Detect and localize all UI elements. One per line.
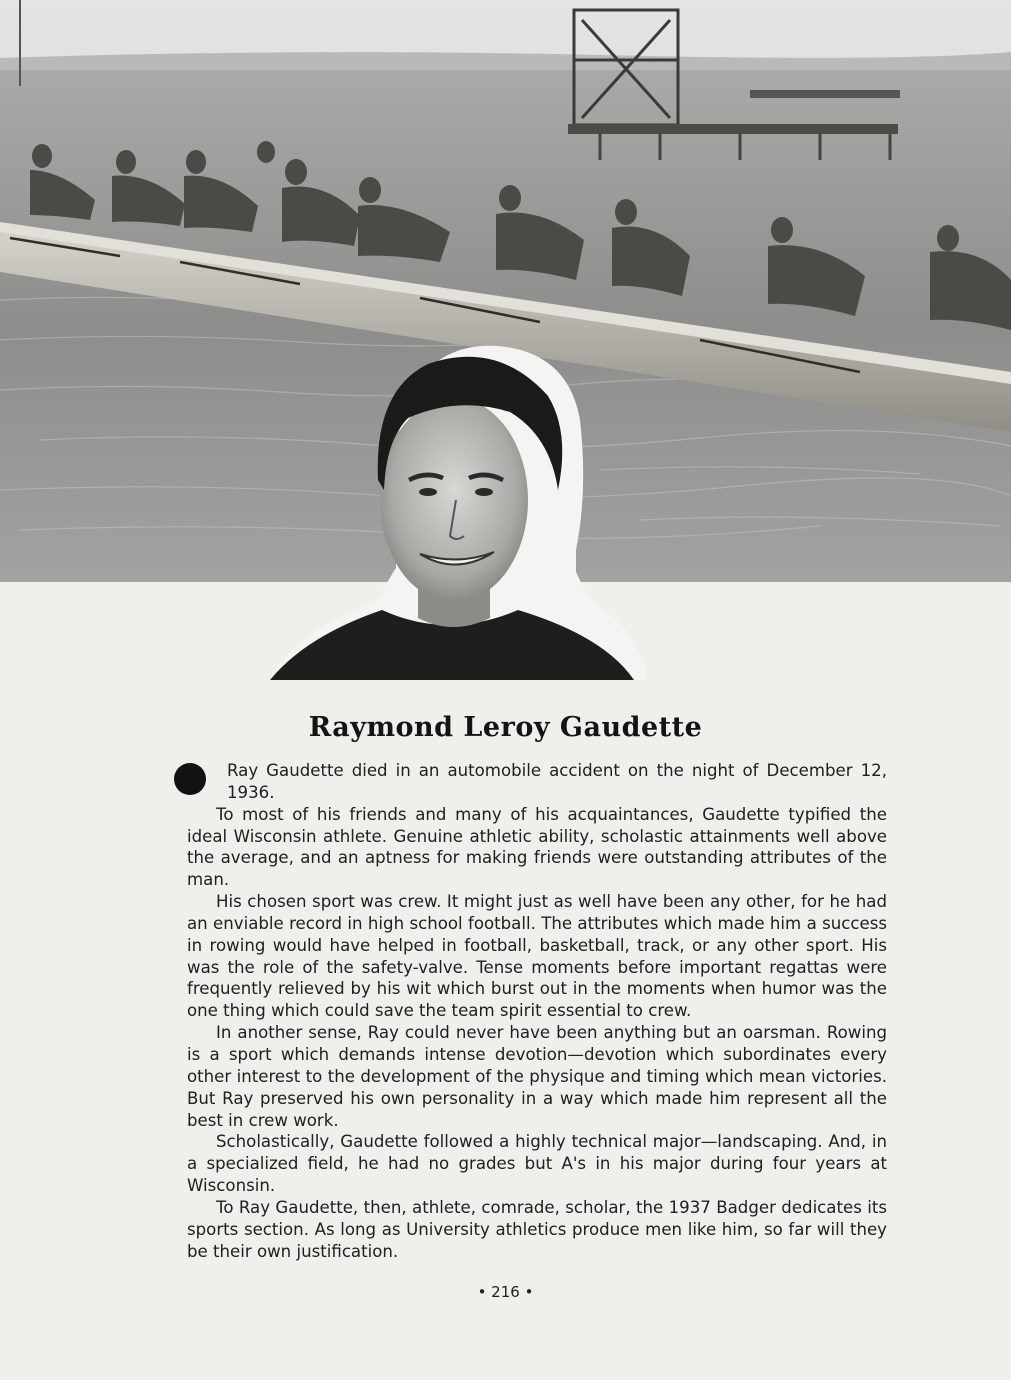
paragraph: Scholastically, Gaudette followed a highly technical major—landscaping. And, in a specialized field, he had no grades but A's in his major during four years at Wisconsin. (187, 1132, 887, 1196)
paragraph: To most of his friends and many of his acquaintances, Gaudette typified the ideal Wisconsin athlete. Genuine athletic ability, scholastic attainments well above the average, and an aptness for making friends were outstanding attributes of the man. (187, 804, 887, 890)
portrait-photo (258, 340, 648, 680)
paragraph: To Ray Gaudette, then, athlete, comrade, scholar, the 1937 Badger dedicates its sports section. As long as University athletics produce men like him, so far will they be their own justification. (187, 1197, 887, 1261)
page-title: Raymond Leroy Gaudette (308, 712, 703, 743)
paragraph: In another sense, Ray could never have been anything but an oarsman. Rowing is a sport which demands intense devotion—devotion which subordinates every other interest to the development of the physique and timing which mean victories. But Ray preserved his own personality in a way which made him represent all the best in crew work. (187, 1023, 887, 1130)
paragraph: Ray Gaudette died in an automobile accident on the night of December 12, 1936. (227, 761, 887, 802)
page-number: • 216 • (477, 1283, 534, 1301)
article-body (187, 760, 887, 1262)
paragraph: His chosen sport was crew. It might just as well have been any other, for he had an enviable record in high school football. The attributes which made him a success in rowing would have helped in football, basketball, track, or any other sport. His was the role of the safety-valve. Tense moments before important regattas were frequently relieved by his wit which burst out in the moments when humor was the one thing which could save the team spirit essential to crew. (187, 892, 887, 1021)
